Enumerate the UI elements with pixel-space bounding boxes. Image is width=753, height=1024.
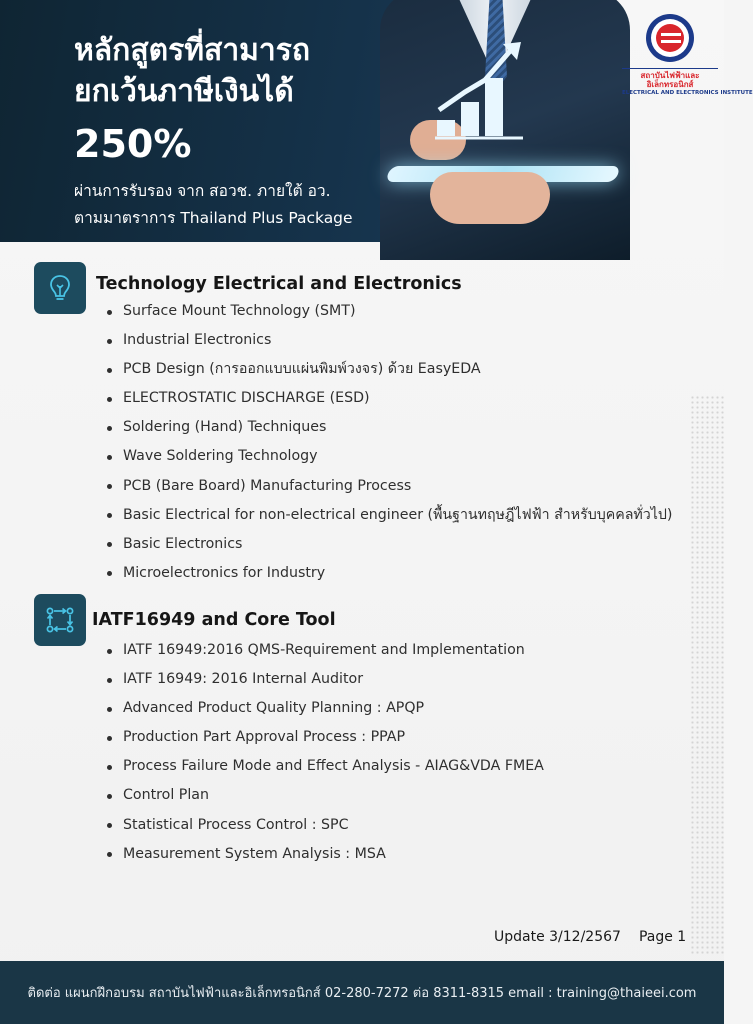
growth-chart-icon [435,40,525,150]
course-list-iatf [104,636,544,869]
hero-title [74,30,310,112]
hero-subtitle-line-2: ตามมาตราการ Thailand Plus Package [74,209,353,227]
hero-title-line-2: ยกเว้นภาษีเงินได้ [74,74,294,109]
list-item: Statistical Process Control : SPC [104,811,544,840]
hand-shape [430,172,550,224]
hero-percent: 250% [74,122,192,166]
list-item: Microelectronics for Industry [104,559,672,588]
list-item: Wave Soldering Technology [104,442,672,471]
list-item: Control Plan [104,781,544,810]
logo-name-th: สถาบันไฟฟ้าและอิเล็กทรอนิกส์ [622,68,718,89]
list-item: IATF 16949:2016 QMS-Requirement and Implementation [104,636,544,665]
page-number: Page 1 [638,929,687,945]
list-item: Basic Electronics [104,530,672,559]
list-item: Surface Mount Technology (SMT) [104,297,672,326]
list-item: IATF 16949: 2016 Internal Auditor [104,665,544,694]
list-item: Soldering (Hand) Techniques [104,413,672,442]
logo-mark-icon [646,14,694,62]
section-title-electrical: Technology Electrical and Electronics [96,274,462,294]
institute-logo [622,14,753,97]
list-item: PCB (Bare Board) Manufacturing Process [104,472,672,501]
update-date: Update 3/12/2567 [494,929,621,945]
list-item: Basic Electrical for non-electrical engineer (พื้นฐานทฤษฎีไฟฟ้า สำหรับบุคคลทั่วไป) [104,501,672,530]
logo-name-en: ELECTRICAL AND ELECTRONICS INSTITUTE [622,90,753,96]
update-info [494,929,686,945]
contact-footer [0,961,724,1024]
section-title-iatf: IATF16949 and Core Tool [92,610,336,630]
list-item: Measurement System Analysis : MSA [104,840,544,869]
hero-banner [0,0,612,242]
lightbulb-icon [34,262,86,314]
list-item: Process Failure Mode and Effect Analysis - AIAG&VDA FMEA [104,752,544,781]
list-item: Industrial Electronics [104,326,672,355]
dot-pattern [690,395,724,955]
footer-contact-text: ติดต่อ แผนกฝึกอบรม สถาบันไฟฟ้าและอิเล็กทรอนิกส์ 02-280-7272 ต่อ 8311-8315 email : training@thaieei.com [27,986,697,1001]
list-item: Advanced Product Quality Planning : APQP [104,694,544,723]
list-item: Production Part Approval Process : PPAP [104,723,544,752]
list-item: PCB Design (การออกแบบแผ่นพิมพ์วงจร) ด้วย EasyEDA [104,355,672,384]
list-item: ELECTROSTATIC DISCHARGE (ESD) [104,384,672,413]
hero-title-line-1: หลักสูตรที่สามารถ [74,33,311,68]
hero-subtitle [74,178,353,232]
process-flow-icon [34,594,86,646]
course-list-electrical [104,297,672,588]
hero-subtitle-line-1: ผ่านการรับรอง จาก สอวช. ภายใต้ อว. [74,182,331,200]
